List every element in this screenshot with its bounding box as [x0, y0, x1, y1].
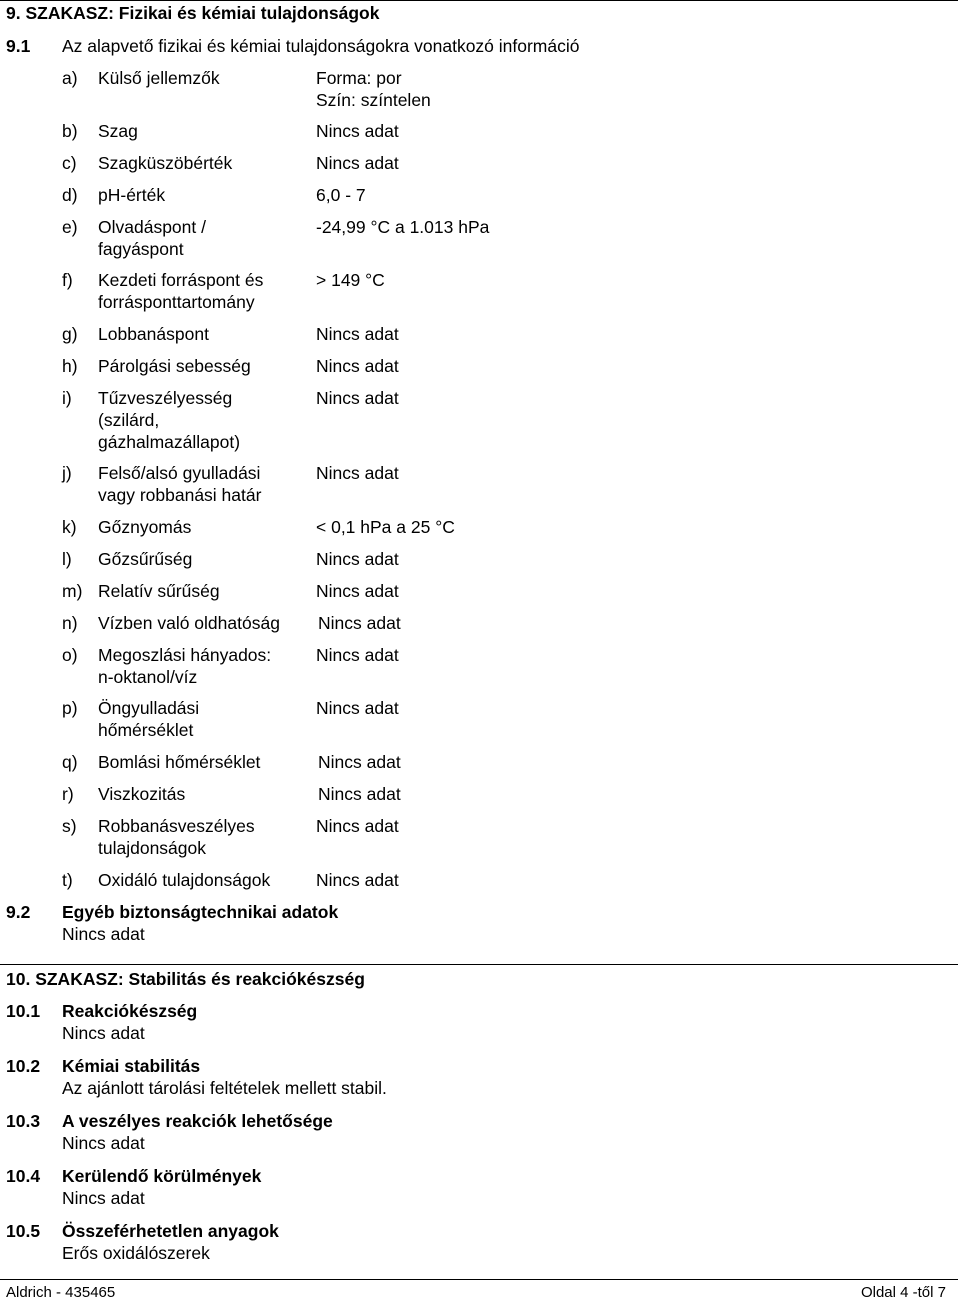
property-letter: o) — [62, 645, 78, 665]
property-value: -24,99 °C a 1.013 hPa — [316, 217, 490, 237]
property-value: Nincs adat — [316, 356, 399, 376]
property-label: n-oktanol/víz — [98, 667, 198, 687]
footer-rule — [0, 1279, 958, 1280]
property-label: Szag — [98, 121, 138, 141]
property-letter: k) — [62, 517, 77, 537]
property-letter: e) — [62, 217, 78, 237]
footer-document-id: Aldrich - 435465 — [6, 1284, 116, 1301]
subsection-10-2-text: Az ajánlott tárolási feltételek mellett stabil. — [62, 1078, 387, 1098]
property-label: gázhalmazállapot) — [98, 432, 241, 452]
subsection-10-1-text: Nincs adat — [62, 1023, 145, 1043]
subsection-9-1-number: 9.1 — [6, 36, 31, 56]
subsection-10-1-title: Reakciókészség — [62, 1001, 198, 1021]
property-value: > 149 °C — [316, 270, 385, 290]
property-label: Kezdeti forráspont és — [98, 270, 264, 290]
property-value: Nincs adat — [316, 581, 399, 601]
property-letter: n) — [62, 613, 78, 633]
property-label: Tűzveszélyesség — [98, 388, 233, 408]
property-letter: l) — [62, 549, 72, 569]
subsection-9-1-title: Az alapvető fizikai és kémiai tulajdonságokra vonatkozó információ — [62, 36, 580, 56]
property-label: Gőznyomás — [98, 517, 192, 537]
property-label: Bomlási hőmérséklet — [98, 752, 261, 772]
property-value: 6,0 - 7 — [316, 185, 366, 205]
property-label: Robbanásveszélyes — [98, 816, 255, 836]
footer-page-number: Oldal 4 -től 7 — [860, 1284, 946, 1301]
property-label: Szagküszöbérték — [98, 153, 233, 173]
property-value: Nincs adat — [316, 121, 399, 141]
subsection-10-3-number: 10.3 — [6, 1111, 41, 1131]
subsection-10-4-text: Nincs adat — [62, 1188, 145, 1208]
subsection-9-2-title: Egyéb biztonságtechnikai adatok — [62, 902, 339, 922]
property-label: fagyáspont — [98, 239, 184, 259]
subsection-10-5-number: 10.5 — [6, 1221, 41, 1241]
property-value: Szín: színtelen — [316, 90, 431, 110]
property-letter: m) — [62, 581, 83, 601]
property-letter: r) — [62, 784, 74, 804]
subsection-10-4-title: Kerülendő körülmények — [62, 1166, 262, 1186]
subsection-10-5-title: Összeférhetetlen anyagok — [62, 1221, 279, 1241]
property-value: Forma: por — [316, 68, 402, 88]
property-label: Felső/alsó gyulladási — [98, 463, 261, 483]
subsection-10-1-number: 10.1 — [6, 1001, 41, 1021]
property-value: Nincs adat — [318, 784, 401, 804]
property-value: Nincs adat — [318, 613, 401, 633]
property-value: Nincs adat — [316, 549, 399, 569]
property-value: Nincs adat — [316, 324, 399, 344]
subsection-10-4-number: 10.4 — [6, 1166, 41, 1186]
property-label: Külső jellemzők — [98, 68, 220, 88]
property-label: Lobbanáspont — [98, 324, 209, 344]
property-letter: c) — [62, 153, 77, 173]
property-letter: t) — [62, 870, 73, 890]
section-9-top-rule — [0, 0, 958, 1]
property-label: forrásponttartomány — [98, 292, 255, 312]
subsection-9-2-number: 9.2 — [6, 902, 31, 922]
property-value: Nincs adat — [316, 153, 399, 173]
subsection-10-5-text: Erős oxidálószerek — [62, 1243, 210, 1263]
property-value: Nincs adat — [316, 463, 399, 483]
property-label: Oxidáló tulajdonságok — [98, 870, 271, 890]
property-label: Olvadáspont / — [98, 217, 206, 237]
property-label: Viszkozitás — [98, 784, 186, 804]
property-value: Nincs adat — [316, 816, 399, 836]
property-label: (szilárd, — [98, 410, 160, 430]
property-label: Megoszlási hányados: — [98, 645, 272, 665]
property-label: Párolgási sebesség — [98, 356, 251, 376]
section-10-title: 10. SZAKASZ: Stabilitás és reakciókészség — [6, 969, 365, 989]
property-label: Vízben való oldhatóság — [98, 613, 280, 633]
property-letter: s) — [62, 816, 77, 836]
property-letter: f) — [62, 270, 73, 290]
property-value: Nincs adat — [316, 698, 399, 718]
property-letter: q) — [62, 752, 78, 772]
property-letter: h) — [62, 356, 78, 376]
section-10-top-rule — [0, 964, 958, 965]
property-label: tulajdonságok — [98, 838, 206, 858]
property-label: Gőzsűrűség — [98, 549, 193, 569]
property-letter: b) — [62, 121, 78, 141]
property-value: Nincs adat — [316, 645, 399, 665]
property-letter: a) — [62, 68, 78, 88]
property-label: hőmérséklet — [98, 720, 194, 740]
property-letter: i) — [62, 388, 72, 408]
subsection-10-3-title: A veszélyes reakciók lehetősége — [62, 1111, 333, 1131]
property-label: pH-érték — [98, 185, 166, 205]
subsection-10-2-number: 10.2 — [6, 1056, 41, 1076]
section-9-title: 9. SZAKASZ: Fizikai és kémiai tulajdonságok — [6, 3, 380, 23]
property-letter: g) — [62, 324, 78, 344]
property-letter: d) — [62, 185, 78, 205]
property-value: < 0,1 hPa a 25 °C — [316, 517, 455, 537]
subsection-10-3-text: Nincs adat — [62, 1133, 145, 1153]
property-label: vagy robbanási határ — [98, 485, 262, 505]
property-value: Nincs adat — [318, 752, 401, 772]
property-letter: p) — [62, 698, 78, 718]
property-value: Nincs adat — [316, 388, 399, 408]
subsection-9-2-text: Nincs adat — [62, 924, 145, 944]
property-value: Nincs adat — [316, 870, 399, 890]
subsection-10-2-title: Kémiai stabilitás — [62, 1056, 201, 1076]
property-label: Öngyulladási — [98, 698, 200, 718]
property-letter: j) — [62, 463, 72, 483]
property-label: Relatív sűrűség — [98, 581, 220, 601]
